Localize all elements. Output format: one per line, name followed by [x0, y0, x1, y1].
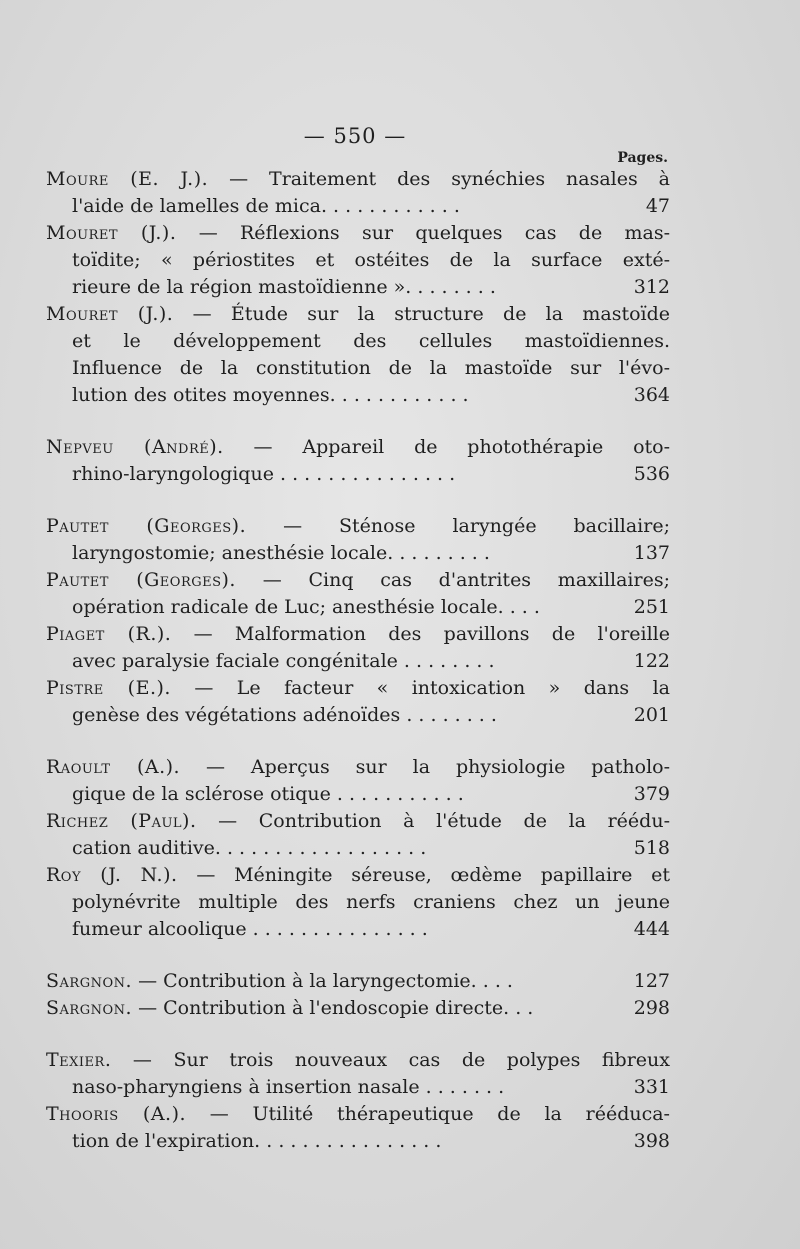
entry-line — [46, 382, 670, 409]
entry-line — [46, 1101, 670, 1128]
index-entry — [46, 220, 670, 301]
entry-line — [46, 675, 670, 702]
entry-page-number: 444 — [633, 918, 670, 940]
entry-title-text: — Étude sur la structure de la mastoïde — [192, 303, 670, 325]
entry-title-text: opération radicale de Luc; anesthésie locale. . . . — [72, 596, 540, 618]
entry-title-text: — Contribution à l'endoscopie directe. . . — [138, 997, 534, 1019]
entry-author: Raoult (A.). — [46, 756, 181, 778]
entry-title-text: — Sténose laryngée bacillaire; — [283, 515, 670, 537]
entry-author: Mouret (J.). — [46, 303, 174, 325]
entry-author: Pautet (Georges). — [46, 569, 236, 591]
entry-page-number: 364 — [633, 384, 670, 406]
index-entry — [46, 513, 670, 567]
entry-title-text: — Contribution à la laryngectomie. . . . — [138, 970, 513, 992]
index-entry — [46, 754, 670, 808]
entry-title-text: — Contribution à l'étude de la réédu- — [218, 810, 670, 832]
entry-page-number: 298 — [633, 997, 670, 1019]
entry-title-text: et le développement des cellules mastoïdiennes. — [72, 330, 670, 352]
entry-line — [46, 754, 670, 781]
entry-line — [46, 274, 670, 301]
entry-title-text: lution des otites moyennes. . . . . . . . . . . . — [72, 384, 469, 406]
entry-author: Thooris (A.). — [46, 1103, 187, 1125]
pages-column-label: Pages. — [617, 150, 668, 166]
entry-title-text: tion de l'expiration. . . . . . . . . . . . . . . . — [72, 1130, 442, 1152]
index-entry — [46, 968, 670, 995]
entry-title-text: — Utilité thérapeutique de la rééduca- — [209, 1103, 670, 1125]
entry-page-number: 122 — [633, 650, 670, 672]
entry-title-text: Influence de la constitution de la mastoïde sur l'évo- — [72, 357, 670, 379]
entry-page-number: 127 — [633, 970, 670, 992]
entry-line — [46, 1074, 670, 1101]
entry-line — [46, 995, 670, 1022]
entry-author: Moure (E. J.). — [46, 168, 209, 190]
entry-title-text: rieure de la région mastoïdienne ». . . . . . . . — [72, 276, 496, 298]
index-entry — [46, 621, 670, 675]
entry-title-text: — Cinq cas d'antrites maxillaires; — [262, 569, 670, 591]
entry-title-text: rhino-laryngologique . . . . . . . . . . . . . . . — [72, 463, 456, 485]
entry-line — [46, 594, 670, 621]
entry-line — [46, 808, 670, 835]
entry-title-text: toïdite; « périostites et ostéites de la surface exté- — [72, 249, 670, 271]
entry-page-number: 47 — [645, 195, 670, 217]
entry-title-text: fumeur alcoolique . . . . . . . . . . . . . . . — [72, 918, 428, 940]
entry-title-text: naso-pharyngiens à insertion nasale . . . . . . . — [72, 1076, 505, 1098]
entry-line — [46, 355, 670, 382]
entry-title-text: — Malformation des pavillons de l'oreille — [193, 623, 670, 645]
entry-line — [46, 1128, 670, 1155]
entry-title-text: — Traitement des synéchies nasales à — [229, 168, 670, 190]
entry-line — [46, 835, 670, 862]
entry-title-text: polynévrite multiple des nerfs craniens chez un jeune — [72, 891, 670, 913]
page-number: — 550 — — [303, 124, 407, 148]
entry-title-text: gique de la sclérose otique . . . . . . . . . . . — [72, 783, 464, 805]
entry-line — [46, 1047, 670, 1074]
entry-line — [46, 328, 670, 355]
section-gap — [46, 943, 670, 968]
entry-line — [46, 968, 670, 995]
entry-line — [46, 567, 670, 594]
entry-line — [46, 220, 670, 247]
index-entry — [46, 862, 670, 943]
section-gap — [46, 729, 670, 754]
entry-title-text: — Appareil de photothérapie oto- — [253, 436, 670, 458]
entry-page-number: 536 — [633, 463, 670, 485]
index-entry — [46, 1101, 670, 1155]
entry-author: Sargnon. — [46, 970, 133, 992]
entry-page-number: 251 — [633, 596, 670, 618]
entry-line — [46, 193, 670, 220]
index-entry — [46, 675, 670, 729]
entry-line — [46, 461, 670, 488]
entry-title-text: — Réflexions sur quelques cas de mas- — [198, 222, 670, 244]
entry-line — [46, 540, 670, 567]
entry-title-text: l'aide de lamelles de mica. . . . . . . . . . . . — [72, 195, 460, 217]
entry-page-number: 312 — [633, 276, 670, 298]
index-entries — [46, 166, 670, 1155]
section-gap — [46, 488, 670, 513]
section-gap — [46, 1022, 670, 1047]
entry-author: Texier. — [46, 1049, 112, 1071]
entry-page-number: 398 — [633, 1130, 670, 1152]
entry-line — [46, 702, 670, 729]
entry-author: Piaget (R.). — [46, 623, 172, 645]
entry-page-number: 201 — [633, 704, 670, 726]
entry-title-text: cation auditive. . . . . . . . . . . . . . . . . . — [72, 837, 427, 859]
entry-line — [46, 781, 670, 808]
entry-line — [46, 247, 670, 274]
entry-author: Pistre (E.). — [46, 677, 171, 699]
entry-author: Richez (Paul). — [46, 810, 197, 832]
entry-line — [46, 862, 670, 889]
entry-title-text: avec paralysie faciale congénitale . . . . . . . . — [72, 650, 495, 672]
entry-author: Pautet (Georges). — [46, 515, 247, 537]
entry-author: Roy (J. N.). — [46, 864, 178, 886]
entry-page-number: 331 — [633, 1076, 670, 1098]
entry-title-text: — Aperçus sur la physiologie patholo- — [206, 756, 670, 778]
entry-title-text: laryngostomie; anesthésie locale. . . . . . . . . — [72, 542, 490, 564]
index-entry — [46, 434, 670, 488]
index-entry — [46, 995, 670, 1022]
entry-line — [46, 301, 670, 328]
index-entry — [46, 1047, 670, 1101]
entry-page-number: 379 — [633, 783, 670, 805]
entry-author: Mouret (J.). — [46, 222, 177, 244]
entry-line — [46, 434, 670, 461]
entry-line — [46, 916, 670, 943]
entry-title-text: — Le facteur « intoxication » dans la — [194, 677, 670, 699]
entry-title-text: — Méningite séreuse, œdème papillaire et — [196, 864, 670, 886]
index-entry — [46, 301, 670, 409]
entry-title-text: genèse des végétations adénoïdes . . . . . . . . — [72, 704, 497, 726]
entry-line — [46, 889, 670, 916]
entry-line — [46, 648, 670, 675]
entry-author: Nepveu (André). — [46, 436, 224, 458]
index-entry — [46, 166, 670, 220]
section-gap — [46, 409, 670, 434]
entry-page-number: 518 — [633, 837, 670, 859]
index-entry — [46, 567, 670, 621]
entry-page-number: 137 — [633, 542, 670, 564]
entry-line — [46, 166, 670, 193]
index-entry — [46, 808, 670, 862]
entry-title-text: — Sur trois nouveaux cas de polypes fibreux — [132, 1049, 670, 1071]
entry-author: Sargnon. — [46, 997, 133, 1019]
entry-line — [46, 621, 670, 648]
entry-line — [46, 513, 670, 540]
